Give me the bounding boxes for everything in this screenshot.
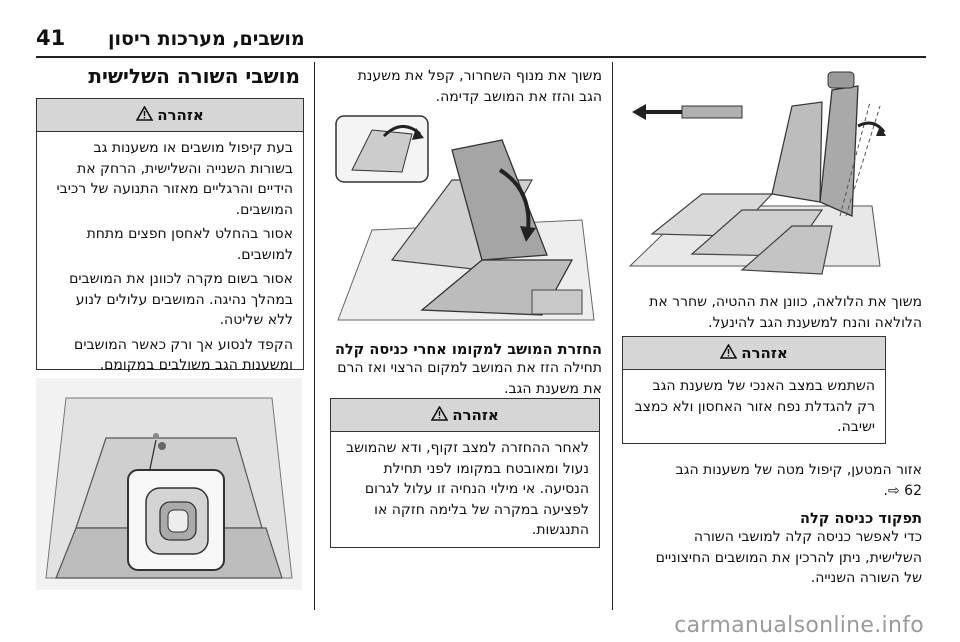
warning-triangle-icon <box>431 406 448 425</box>
header-rule <box>36 56 926 58</box>
figure-trunk-strap <box>36 378 302 590</box>
warning-box-middle <box>330 398 600 548</box>
warning-triangle-icon <box>136 106 153 125</box>
warning-title: אזהרה <box>741 344 788 362</box>
running-title: מושבים, מערכות ריסון <box>108 28 305 50</box>
page-header <box>0 0 960 56</box>
warning-triangle-icon <box>720 344 737 363</box>
right-paragraph-2: אזור המטען, קיפול מטה של משענות הגב <box>675 462 922 478</box>
middle-paragraph-1: משוך את מנוף השחרור, קפל את משענת הגב והזז את המושב קדימה. <box>357 68 602 105</box>
warning-item: אסור בשום מקרה לכוונן את המושבים במהלך נהיגה. המושבים עלולים לנוע ללא שליטה. <box>69 271 293 328</box>
column-divider-left <box>314 62 315 610</box>
warning-title: אזהרה <box>452 406 499 424</box>
heading-easy-entry: תפקוד כניסה קלה <box>800 511 922 527</box>
figure-seat-folded <box>332 110 598 328</box>
middle-paragraph-2: תחילה הזז את המושב למקום הרצוי ואז הרם את משענת הגב. <box>337 360 602 397</box>
middle-column-para1-block <box>334 66 602 107</box>
watermark-url: carmanualsonline.info <box>674 613 924 638</box>
figure-seat-tilt <box>622 66 888 282</box>
heading-third-row-seats: מושבי השורה השלישית <box>88 64 300 88</box>
warning-box-left <box>36 98 304 373</box>
middle-column-return-block <box>334 342 602 399</box>
warning-header <box>331 399 599 432</box>
warning-header <box>37 99 303 132</box>
warning-box-right <box>622 336 886 444</box>
warning-text: לאחר ההחזרה למצב זקוף, ודא שהמושב נעול ומאובטח במקומו לפני תחילת הנסיעה. אי מילוי הנחיה זו עלול לגרום לפציעה במקרה של בלימה חזקה או התנגשות. <box>345 440 589 538</box>
right-column-lower-block <box>642 460 922 589</box>
warning-item: הקפד לנסוע אך ורק כאשר המושבים ומשענות הגב משולבים במקומם. <box>74 336 293 373</box>
heading-return-seat: החזרת המושב למקומו אחרי כניסה קלה <box>334 342 602 358</box>
right-paragraph-1: משוך את הלולאה, כוונן את ההטיה, שחרר את הלולאה והנח למשענת הגב להינעל. <box>649 294 922 331</box>
warning-item: בעת קיפול מושבים או משענות גב בשורות השנייה והשלישית, הרחק את הידיים והרגליים מאזור התנועה של רכיבי המושבים. <box>56 140 293 218</box>
right-paragraph-3: כדי לאפשר כניסה קלה למושבי השורה השלישית, ניתן להרכין את המושבים החיצוניים של השורה השנייה. <box>655 529 922 586</box>
page-number: 41 <box>36 26 66 50</box>
warning-header <box>623 337 885 370</box>
warning-item: אסור בהחלט לאחסן חפצים מתחת למושבים. <box>86 226 293 263</box>
right-column-para1-block <box>642 292 922 333</box>
warning-text: השתמש במצב האנכי של משענת הגב רק להגדלת נפח אזור האחסון ולא כמצב ישיבה. <box>634 378 875 435</box>
warning-title: אזהרה <box>157 106 204 124</box>
page-reference: 62 ⇨. <box>883 482 922 499</box>
column-divider-right <box>612 62 613 610</box>
